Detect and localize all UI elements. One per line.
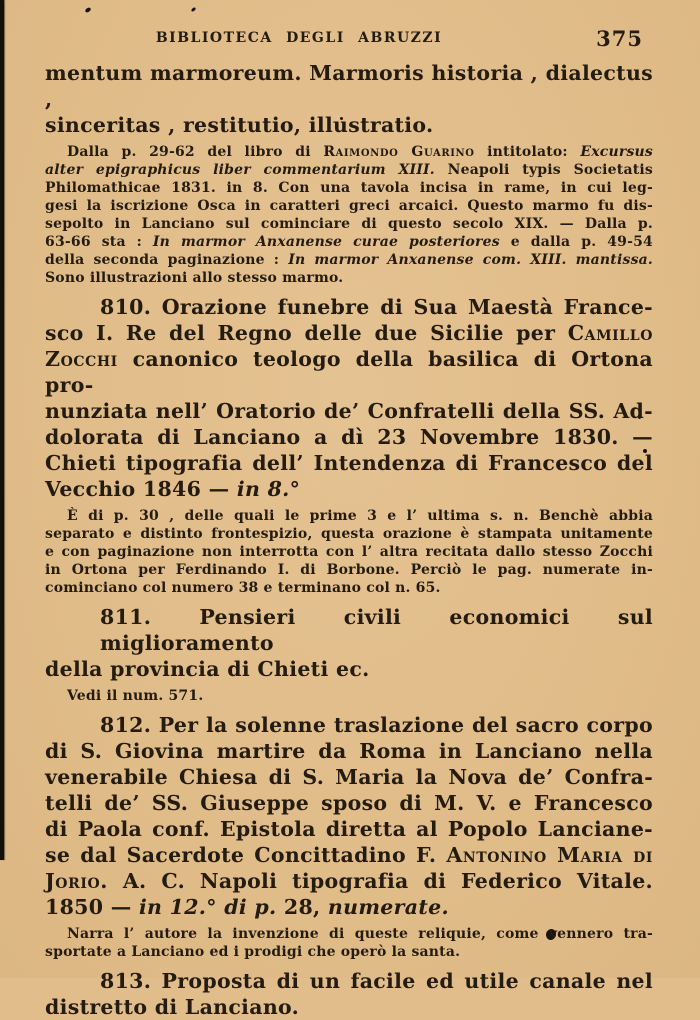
- text-segment: nunziata nell’ Oratorio de’ Confratelli della SS. Ad-: [45, 399, 653, 423]
- text-segment: 813. Proposta di un facile ed utile canale nel: [100, 969, 653, 993]
- text-line: [45, 346, 653, 398]
- text-line: [45, 790, 653, 816]
- text-line: [45, 269, 653, 287]
- text-line: [45, 197, 653, 215]
- smallcaps-name: Camillo: [567, 321, 653, 345]
- text-line: [45, 604, 653, 656]
- text-line: [45, 656, 653, 682]
- text-line: [45, 398, 653, 424]
- page-header: [45, 26, 653, 51]
- text-line: [45, 925, 653, 943]
- text-segment: intitolato:: [474, 144, 581, 160]
- scan-edge-artifact: [0, 0, 4, 860]
- text-line: [45, 294, 653, 320]
- italic-text: numerate.: [327, 895, 449, 919]
- text-segment: canonico teologo della basilica di Ortona pro-: [45, 347, 653, 397]
- text-line: [45, 968, 653, 994]
- text-line: [45, 233, 653, 251]
- text-segment: della seconda paginazione :: [45, 252, 289, 268]
- text-line: [45, 215, 653, 233]
- entry-813: [45, 968, 653, 1020]
- text-line: [45, 507, 653, 525]
- text-segment: È di p. 30 , delle quali le prime 3 e l’ ultima s. n. Benchè abbia: [67, 508, 653, 524]
- text-line: [45, 320, 653, 346]
- smallcaps-name: Antonino Maria di: [446, 843, 654, 867]
- text-segment: Dalla p. 29-62 del libro di: [67, 144, 324, 160]
- ink-speck: [84, 7, 91, 14]
- text-segment: Philomathicae 1831. in 8. Con una tavola incisa in rame, in cui leg-: [45, 180, 653, 196]
- text-segment: telli de’ SS. Giuseppe sposo di M. V. e Francesco: [45, 791, 653, 815]
- paragraph-continuation: [45, 60, 653, 138]
- text-line: [45, 424, 653, 450]
- text-line: [45, 687, 653, 705]
- text-segment: 811. Pensieri civili economici sul miglioramento: [100, 605, 653, 655]
- text-line: [45, 476, 653, 502]
- smallcaps-name: Jorio.: [45, 869, 109, 893]
- text-line: [45, 561, 653, 579]
- text-segment: gesi la iscrizione Osca in caratteri greci arcaici. Questo marmo fu dis-: [45, 198, 653, 214]
- text-line: [45, 764, 653, 790]
- text-line: [45, 251, 653, 269]
- smallcaps-name: Zocchi: [45, 347, 118, 371]
- text-line: [45, 868, 653, 894]
- text-segment: venerabile Chiesa di S. Maria la Nova de’ Confra-: [45, 765, 653, 789]
- entry-812: [45, 712, 653, 920]
- entry-811: [45, 604, 653, 682]
- text-segment: sportate a Lanciano ed i prodigi che operò la santa.: [45, 944, 461, 960]
- text-segment: e con paginazione non interrotta con l’ altra recitata dallo stesso Zocchi: [45, 544, 653, 560]
- text-line: [45, 894, 653, 920]
- text-segment: e dalla p. 49-54: [499, 234, 653, 250]
- text-line: [45, 943, 653, 961]
- text-segment: Sono illustrazioni allo stesso marmo.: [45, 270, 344, 286]
- text-segment: dolorata di Lanciano a dì 23 Novembre 1830. —: [45, 425, 653, 449]
- text-segment: se dal Sacerdote Concittadino F.: [45, 843, 447, 867]
- note-811: [45, 687, 653, 705]
- text-line: [45, 450, 653, 476]
- note-812: [45, 925, 653, 961]
- running-title: BIBLIOTECA DEGLI ABRUZZI: [155, 30, 443, 46]
- text-line: [45, 525, 653, 543]
- text-segment: Narra l’ autore la invenzione di queste reliquie, come vennero tra-: [67, 926, 653, 942]
- text-segment: Chieti tipografia dell’ Intendenza di Francesco del: [45, 451, 653, 475]
- text-segment: 1850 —: [45, 895, 139, 919]
- text-line: [45, 112, 653, 138]
- text-line: [45, 579, 653, 597]
- italic-text: In marmor Anxanense curae posteriores: [152, 234, 500, 250]
- note-guarino: [45, 143, 653, 287]
- text-segment: sepolto in Lanciano sul cominciare di questo secolo XIX. — Dalla p.: [45, 216, 653, 232]
- entry-810: [45, 294, 653, 502]
- text-line: [45, 842, 653, 868]
- text-line: [45, 816, 653, 842]
- text-segment: 810. Orazione funebre di Sua Maestà France-: [100, 295, 653, 319]
- italic-text: in 8.°: [236, 477, 301, 501]
- note-810: [45, 507, 653, 597]
- text-line: [45, 161, 653, 179]
- text-segment: separato e distinto frontespizio, questa orazione è stampata unitamente: [45, 526, 653, 542]
- text-line: [45, 143, 653, 161]
- italic-text: alter epigraphicus liber commentarium XIII.: [45, 162, 435, 178]
- text-line: [45, 179, 653, 197]
- text-segment: Vedi il num. 571.: [67, 688, 204, 704]
- ink-speck: [191, 7, 197, 13]
- page-text: [45, 60, 653, 1020]
- text-segment: mentum marmoreum. Marmoris historia , dialectus ,: [45, 61, 653, 111]
- text-line: [45, 60, 653, 112]
- page-number: 375: [596, 26, 643, 51]
- text-line: [45, 738, 653, 764]
- italic-text: In marmor Anxanense com. XIII. mantissa.: [288, 252, 653, 268]
- text-segment: Vecchio 1846 —: [45, 477, 237, 501]
- text-segment: 28,: [276, 895, 328, 919]
- text-segment: Neapoli typis Societatis: [434, 162, 653, 178]
- smallcaps-name: Raimondo Guarino: [323, 144, 475, 160]
- text-line: [45, 543, 653, 561]
- text-segment: 812. Per la solenne traslazione del sacro corpo: [100, 713, 653, 737]
- text-segment: di S. Giovina martire da Roma in Lanciano nella: [45, 739, 653, 763]
- text-segment: di Paola conf. Epistola diretta al Popolo Lanciane-: [45, 817, 653, 841]
- text-segment: della provincia di Chieti ec.: [45, 657, 370, 681]
- italic-text: Excursus: [580, 144, 653, 160]
- text-segment: A. C. Napoli tipografia di Federico Vitale.: [108, 869, 653, 893]
- text-line: [45, 994, 653, 1020]
- text-segment: distretto di Lanciano.: [45, 995, 300, 1019]
- text-segment: 63-66 sta :: [45, 234, 153, 250]
- text-segment: cominciano col numero 38 e terminano col n. 65.: [45, 580, 441, 596]
- italic-text: in 12.° di p.: [138, 895, 277, 919]
- text-segment: sco I. Re del Regno delle due Sicilie per: [45, 321, 568, 345]
- text-segment: sinceritas , restitutio, illustratio.: [45, 113, 434, 137]
- text-line: [45, 712, 653, 738]
- text-segment: in Ortona per Ferdinando I. di Borbone. Perciò le pag. numerate in-: [45, 562, 653, 578]
